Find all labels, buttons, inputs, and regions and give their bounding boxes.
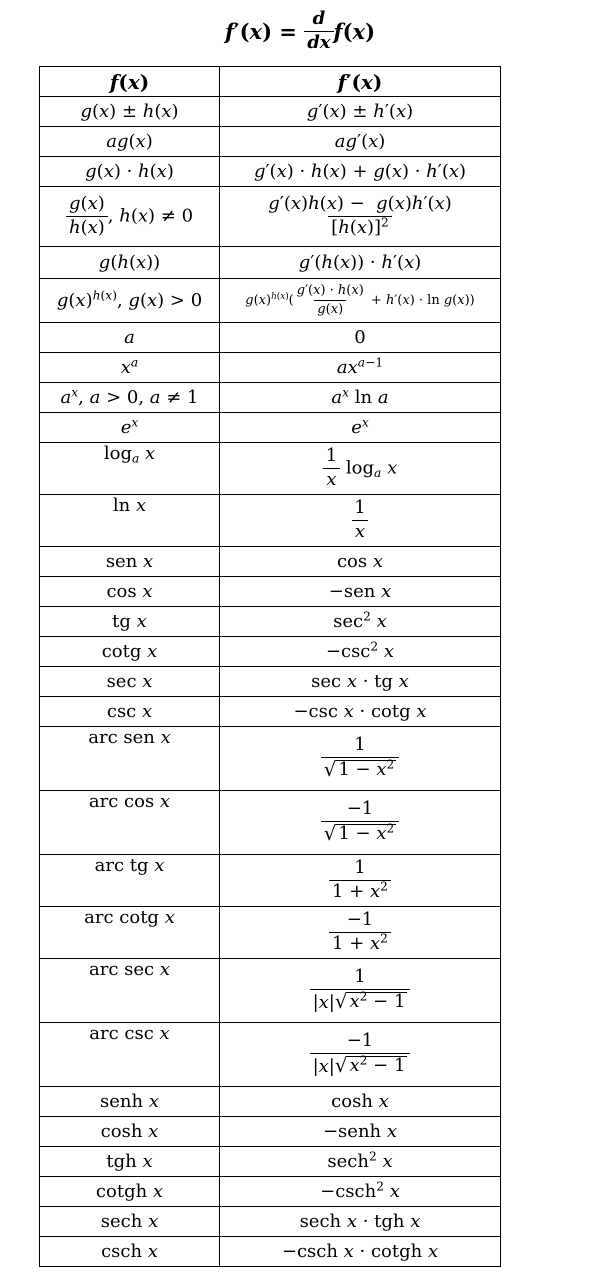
function-cell: arc csc x xyxy=(40,1023,220,1087)
table-row xyxy=(40,413,501,443)
function-cell: cotg x xyxy=(40,637,220,667)
derivative-cell: sech$^2$ x xyxy=(220,1147,501,1177)
derivative-cell: $\frac{1}{x}$ $\log_a x$ xyxy=(220,443,501,495)
table-row xyxy=(40,353,501,383)
table-row xyxy=(40,279,501,323)
derivative-cell: $-\csc^2$ x xyxy=(220,637,501,667)
table-header-row xyxy=(40,67,501,97)
derivative-cell: $\frac{1}{1 + x^2}$ xyxy=(220,855,501,907)
table-row xyxy=(40,667,501,697)
table-row xyxy=(40,97,501,127)
table-row xyxy=(40,323,501,353)
derivative-cell: −sen x xyxy=(220,577,501,607)
function-cell: g(x) ± h(x) xyxy=(40,97,220,127)
function-cell: a xyxy=(40,323,220,353)
function-cell: arc sec x xyxy=(40,959,220,1023)
table-row xyxy=(40,127,501,157)
table-row xyxy=(40,697,501,727)
table-row xyxy=(40,1147,501,1177)
derivative-cell: −csc x · cotg x xyxy=(220,697,501,727)
function-cell: cos x xyxy=(40,577,220,607)
table-row xyxy=(40,187,501,247)
derivative-cell: 0 xyxy=(220,323,501,353)
derivative-cell: cos x xyxy=(220,547,501,577)
function-cell: tg x xyxy=(40,607,220,637)
derivative-cell: −1 |x| √ $x^2 - 1$ xyxy=(220,1023,501,1087)
function-cell: $\log_a x$ xyxy=(40,443,220,495)
table-row xyxy=(40,607,501,637)
derivatives-table xyxy=(39,66,501,1267)
table-row xyxy=(40,443,501,495)
function-cell: ag(x) xyxy=(40,127,220,157)
derivative-cell: cosh x xyxy=(220,1087,501,1117)
function-cell: arc cos x xyxy=(40,791,220,855)
function-cell: $\frac{g(x)}{h(x)}$ , h(x) ≠ 0 xyxy=(40,187,220,247)
page-title: f ′( x ) = $\frac{d}{dx}$ f ( x ) xyxy=(225,7,375,53)
table-row xyxy=(40,247,501,279)
table-row xyxy=(40,577,501,607)
derivative-cell: −csch x · cotgh x xyxy=(220,1237,501,1267)
derivative-cell: g′(x) · h(x) + g(x) · h′(x) xyxy=(220,157,501,187)
derivative-cell: −senh x xyxy=(220,1117,501,1147)
function-cell: senh x xyxy=(40,1087,220,1117)
derivative-cell: −1 √ $1 - x^2$ xyxy=(220,791,501,855)
derivative-cell: $ax^{a-1}$ xyxy=(220,353,501,383)
derivative-cell: g′(x) ± h′(x) xyxy=(220,97,501,127)
table-row xyxy=(40,1207,501,1237)
function-cell: ln x xyxy=(40,495,220,547)
derivative-cell: $\sec^2 x$ xyxy=(220,607,501,637)
table-row xyxy=(40,1237,501,1267)
function-cell: tgh x xyxy=(40,1147,220,1177)
function-cell: cotgh x xyxy=(40,1177,220,1207)
function-cell: arc cotg x xyxy=(40,907,220,959)
table-row xyxy=(40,637,501,667)
table-row xyxy=(40,855,501,907)
derivative-cell: $a^x$ ln a xyxy=(220,383,501,413)
function-cell: $a^x$, a > 0, a ≠ 1 xyxy=(40,383,220,413)
table-row xyxy=(40,959,501,1023)
derivative-cell: −csch$^2$ x xyxy=(220,1177,501,1207)
derivative-cell: g′(h(x)) · h′(x) xyxy=(220,247,501,279)
derivative-cell: $g(x)^{h(x)}$( $\frac{g'(x) \cdot h(x)}{g(x)}$ + h′(x) · ln g(x)) xyxy=(220,279,501,323)
table-row xyxy=(40,157,501,187)
derivative-cell: $e^x$ xyxy=(220,413,501,443)
function-cell: g(h(x)) xyxy=(40,247,220,279)
table-row xyxy=(40,791,501,855)
header-function: f(x) xyxy=(40,67,220,97)
table-row xyxy=(40,1087,501,1117)
derivative-cell: sech x · tgh x xyxy=(220,1207,501,1237)
derivative-cell: $\frac{g'(x)h(x) - g(x)h'(x)}{[h(x)]^2}$ xyxy=(220,187,501,247)
function-cell: arc tg x xyxy=(40,855,220,907)
function-cell: sen x xyxy=(40,547,220,577)
header-derivative: f′(x) xyxy=(220,67,501,97)
derivative-cell: 1 √ $1 - x^2$ xyxy=(220,727,501,791)
function-cell: cosh x xyxy=(40,1117,220,1147)
function-cell: sech x xyxy=(40,1207,220,1237)
table-row xyxy=(40,383,501,413)
function-cell: $g(x)^{h(x)}$, g(x) > 0 xyxy=(40,279,220,323)
table-row xyxy=(40,1177,501,1207)
function-cell: arc sen x xyxy=(40,727,220,791)
table-row xyxy=(40,907,501,959)
function-cell: sec x xyxy=(40,667,220,697)
table-row xyxy=(40,547,501,577)
table-row xyxy=(40,495,501,547)
derivative-cell: 1 |x| √ $x^2 - 1$ xyxy=(220,959,501,1023)
derivative-cell: $\frac{-1}{1 + x^2}$ xyxy=(220,907,501,959)
derivative-cell: sec x · tg x xyxy=(220,667,501,697)
function-cell: csch x xyxy=(40,1237,220,1267)
derivative-cell: ag′(x) xyxy=(220,127,501,157)
table-row xyxy=(40,1117,501,1147)
table-row xyxy=(40,1023,501,1087)
function-cell: g(x) · h(x) xyxy=(40,157,220,187)
derivative-cell: $\frac{1}{x}$ xyxy=(220,495,501,547)
function-cell: $e^x$ xyxy=(40,413,220,443)
function-cell: csc x xyxy=(40,697,220,727)
table-row xyxy=(40,727,501,791)
function-cell: $x^a$ xyxy=(40,353,220,383)
